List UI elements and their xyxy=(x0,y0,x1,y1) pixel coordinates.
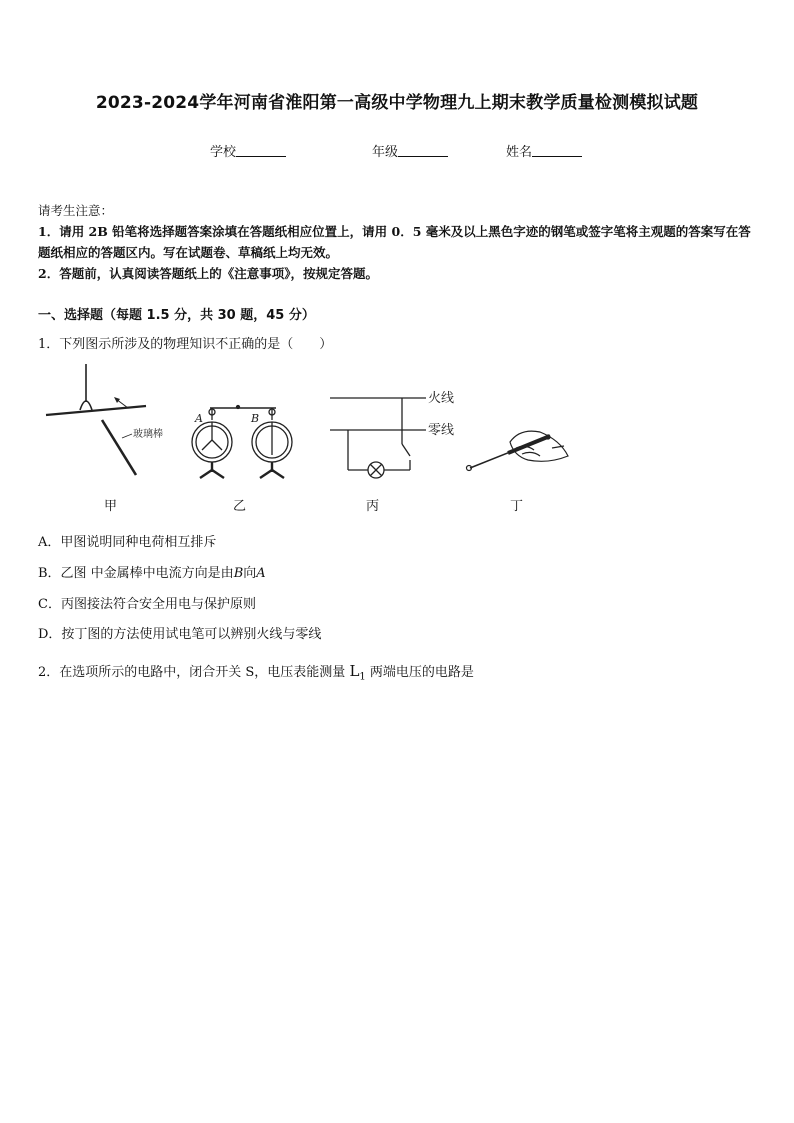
name-blank xyxy=(532,144,582,157)
option-b-mid: 向 xyxy=(243,566,257,581)
grade-blank xyxy=(398,144,448,157)
figure-bing xyxy=(330,398,426,478)
notice-item-2: 2．答题前，认真阅读答题纸上的《注意事项》，按规定答题。 xyxy=(38,266,378,281)
grade-field xyxy=(372,141,448,160)
figure-yi xyxy=(192,406,292,479)
figure-label-ding: 丁 xyxy=(510,499,524,514)
option-a: A．甲图说明同种电荷相互排斥 xyxy=(38,535,217,550)
section-heading: 一、选择题（每题 1.5 分，共 30 题，45 分） xyxy=(38,308,315,323)
option-b-text: B．乙图 中金属棒中电流方向是由 xyxy=(38,566,234,581)
lamp-symbol: L xyxy=(349,662,360,680)
neutral-wire-label: 零线 xyxy=(428,423,455,438)
live-wire-label: 火线 xyxy=(428,391,455,406)
page-title: 2023-2024学年河南省淮阳第一高级中学物理九上期末教学质量检测模拟试题 xyxy=(95,93,699,113)
option-c: C．丙图接法符合安全用电与保护原则 xyxy=(38,597,256,612)
grade-label: 年级 xyxy=(372,145,399,160)
figure-ding xyxy=(467,431,569,470)
lamp-subscript: 1 xyxy=(359,671,366,683)
question-2-text: 2．在选项所示的电路中，闭合开关 S，电压表能测量 xyxy=(38,665,350,680)
name-label: 姓名 xyxy=(506,145,533,160)
option-d: D．按丁图的方法使用试电笔可以辨别火线与零线 xyxy=(38,627,322,642)
school-blank xyxy=(236,144,286,157)
figure-jia xyxy=(46,364,146,475)
figure-label-bing: 丙 xyxy=(366,499,380,514)
school-field xyxy=(210,141,286,160)
school-label: 学校 xyxy=(210,145,237,160)
notice-block xyxy=(38,200,760,284)
question-2-stem xyxy=(38,661,474,683)
question-1-figures xyxy=(40,360,580,520)
figure-label-jia: 甲 xyxy=(104,499,118,514)
notice-item-1: 1．请用 2B 铅笔将选择题答案涂填在答题纸相应位置上，请用 0．5 毫米及以上黑色字迹的钢笔或签字笔将主观题的答案写在答题纸相应的答题区内。写在试题卷、草稿纸上均无效。 xyxy=(38,224,751,260)
question-1-stem: 1．下列图示所涉及的物理知识不正确的是（ ） xyxy=(38,337,333,352)
question-2-text-end: 两端电压的电路是 xyxy=(365,665,474,680)
figure-label-yi: 乙 xyxy=(233,499,247,514)
electroscope-b-label: B xyxy=(251,412,260,425)
option-b-var-b: B xyxy=(233,566,244,581)
name-field xyxy=(506,141,582,160)
option-b xyxy=(38,562,266,581)
notice-heading: 请考生注意： xyxy=(38,203,114,218)
glass-rod-label: 玻璃棒 xyxy=(133,429,163,440)
electroscope-a-label: A xyxy=(195,412,203,425)
option-b-var-a: A xyxy=(256,566,266,581)
